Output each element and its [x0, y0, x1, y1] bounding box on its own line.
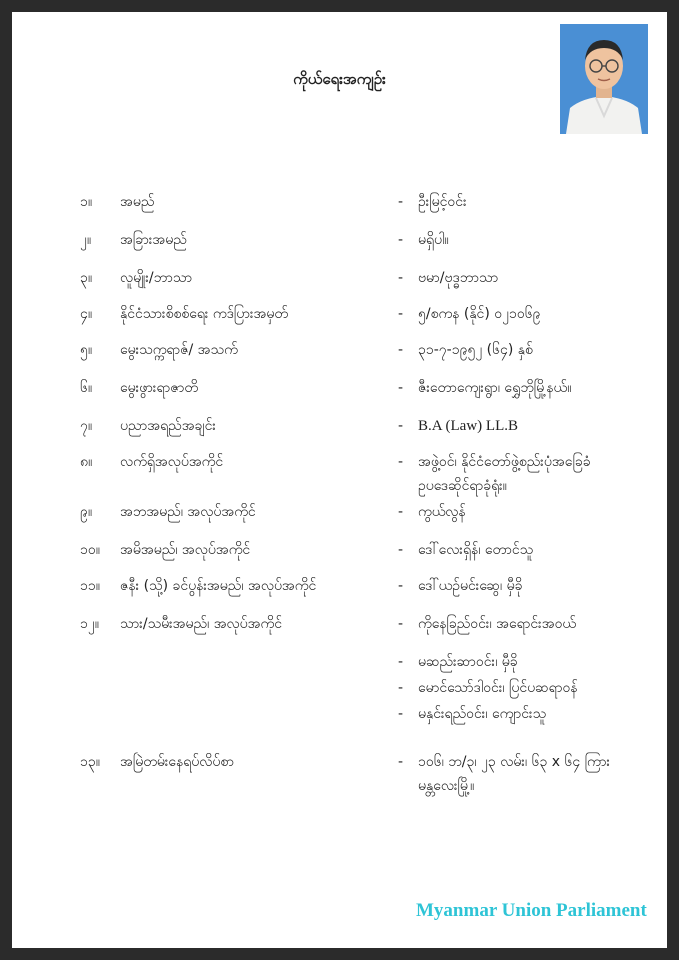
row-label: အမိအမည်၊ အလုပ်အကိုင် — [120, 542, 251, 558]
row-value: ဒေါ်ယဉ်မင်းဆွေ၊ မှီခို — [418, 578, 523, 594]
row-dash: - — [398, 380, 404, 396]
row-dash: - — [398, 706, 404, 722]
row-value: မနှင်းရည်ဝင်း၊ ကျောင်းသူ — [418, 706, 547, 722]
row-number: ၉။ — [80, 504, 93, 520]
row-label: လူမျိုး/ဘာသာ — [120, 270, 193, 286]
row-number: ၁၃။ — [80, 754, 100, 770]
row-number: ၆။ — [80, 380, 93, 396]
row-value: B.A (Law) LL.B — [418, 418, 518, 434]
row-value: ဒေါ်လေးရှိန်၊ တောင်သူ — [418, 542, 534, 558]
row-dash: - — [398, 578, 404, 594]
row-dash: - — [398, 418, 404, 434]
footer-brand: Myanmar Union Parliament — [416, 900, 647, 921]
row-dash: - — [398, 270, 404, 286]
row-number: ၅။ — [80, 342, 93, 358]
row-value: မရှိပါ။ — [418, 232, 449, 248]
row-label: အခြားအမည် — [120, 232, 187, 248]
row-number: ၁၀။ — [80, 542, 100, 558]
row-label: ပညာအရည်အချင်း — [120, 418, 216, 434]
row-value: မဆည်းဆာဝင်း၊ မှီခို — [418, 654, 518, 670]
row-value: အဖွဲ့ဝင်၊ နိုင်ငံတော်ဖွဲ့စည်းပုံအခြေခံ — [418, 454, 591, 470]
row-number: ၁။ — [80, 194, 93, 210]
row-value: ၁၀၆၊ ဘ/၃၊ ၂၃ လမ်း၊ ၆၃ x ၆၄ ကြား — [418, 754, 611, 770]
row-dash: - — [398, 306, 404, 322]
row-number: ၈။ — [80, 454, 93, 470]
row-label: နိုင်ငံသားစိစစ်ရေး ကဒ်ပြားအမှတ် — [120, 306, 289, 322]
row-label: အမြဲတမ်းနေရပ်လိပ်စာ — [120, 754, 234, 770]
row-dash: - — [398, 654, 404, 670]
row-value: ၃၁-၇-၁၉၅၂ (၆၄) နှစ် — [418, 342, 533, 358]
row-number: ၁၁။ — [80, 578, 100, 594]
row-dash: - — [398, 342, 404, 358]
row-dash: - — [398, 542, 404, 558]
row-label: အဘအမည်၊ အလုပ်အကိုင် — [120, 504, 256, 520]
row-label: အမည် — [120, 194, 155, 210]
row-label: လက်ရှိအလုပ်အကိုင် — [120, 454, 224, 470]
row-value-continued: မန္တလေးမြို့။ — [418, 778, 475, 794]
row-dash: - — [398, 194, 404, 210]
row-number: ၂။ — [80, 232, 92, 248]
row-value: ၅/စကန (နိုင်) ၀၂၁၀၆၉ — [418, 306, 541, 322]
row-value: ဦးမြင့်ဝင်း — [418, 194, 467, 210]
row-value: ကိုနေခြည်ဝင်း၊ အရောင်းအဝယ် — [418, 616, 577, 632]
row-label: ဇနီး (သို့) ခင်ပွန်းအမည်၊ အလုပ်အကိုင် — [120, 578, 317, 594]
row-value: ဗမာ/ဗုဒ္ဓဘာသာ — [418, 270, 499, 286]
row-dash: - — [398, 754, 404, 770]
row-value: ကွယ်လွန် — [418, 504, 466, 520]
row-number: ၄။ — [80, 306, 93, 322]
row-value: ဇီးတောကျေးရွာ၊ ရွှေဘိုမြို့နယ်။ — [418, 380, 572, 396]
biography-page — [12, 12, 667, 948]
row-label: မွေးသက္ကရာဇ်/ အသက် — [120, 342, 238, 358]
row-label: သား/သမီးအမည်၊ အလုပ်အကိုင် — [120, 616, 282, 632]
row-value-continued: ဥပဒေဆိုင်ရာခုံရုံး။ — [418, 478, 507, 494]
row-number: ၁၂။ — [80, 616, 99, 632]
page-title: ကိုယ်ရေးအကျဉ်း — [293, 70, 386, 88]
row-dash: - — [398, 680, 404, 696]
row-number: ၃။ — [80, 270, 93, 286]
row-dash: - — [398, 504, 404, 520]
row-dash: - — [398, 232, 404, 248]
row-value: မောင်သော်ဒါဝင်း၊ ပြင်ပဆရာဝန် — [418, 680, 578, 696]
row-dash: - — [398, 454, 404, 470]
row-number: ၇။ — [80, 418, 93, 434]
row-label: မွေးဖွားရာဇာတိ — [120, 380, 198, 396]
row-dash: - — [398, 616, 404, 632]
